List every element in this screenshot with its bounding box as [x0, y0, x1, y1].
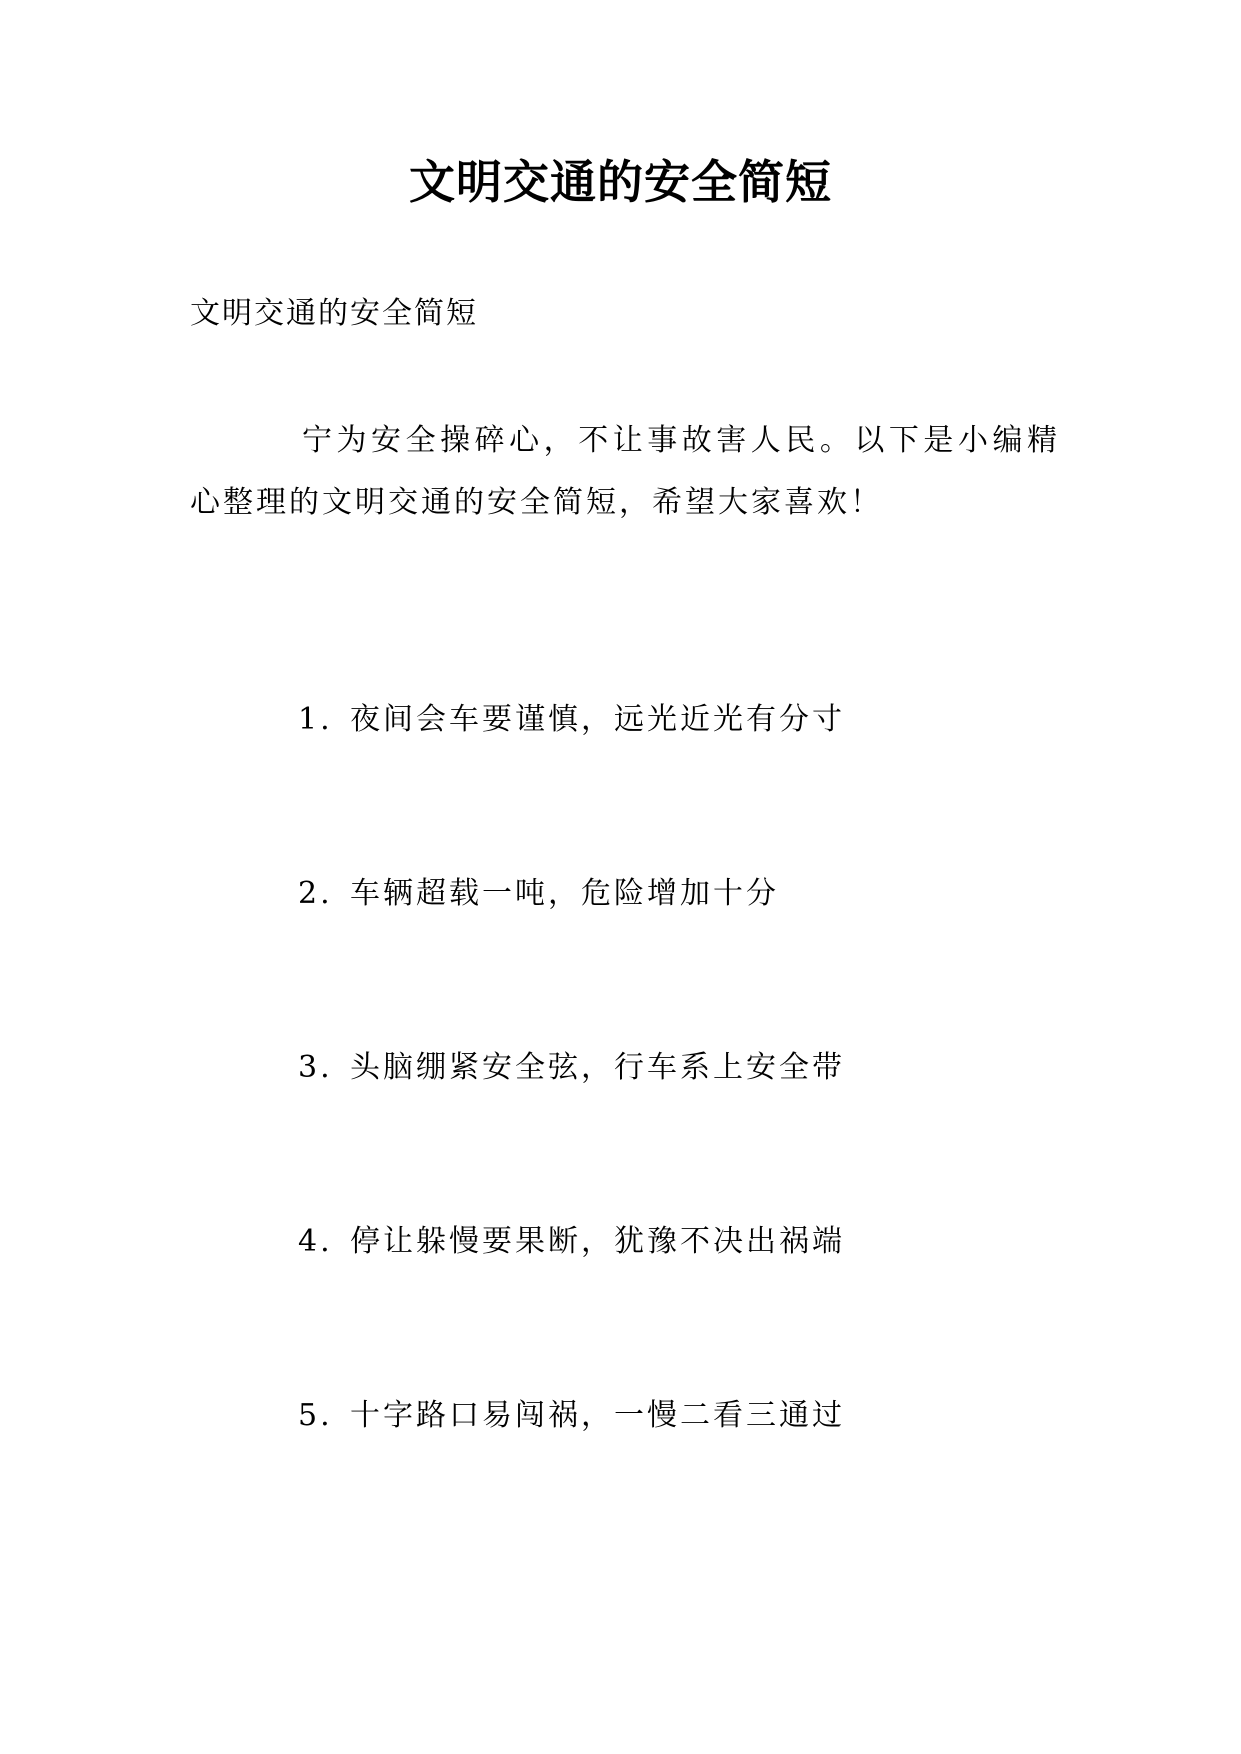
list-item-number: 4.	[298, 1224, 333, 1259]
list-item-number: 2.	[298, 876, 333, 911]
list-item-text: 头脑绷紧安全弦，行车系上安全带	[350, 1050, 845, 1085]
list-item	[298, 1046, 845, 1090]
list-item	[298, 698, 845, 742]
list-item-text: 停让躲慢要果断，犹豫不决出祸端	[350, 1224, 845, 1259]
list-item-text: 车辆超载一吨，危险增加十分	[350, 876, 779, 911]
document-title: 文明交通的安全简短	[409, 155, 832, 209]
list-item-text: 夜间会车要谨慎，远光近光有分寸	[350, 702, 845, 737]
list-item	[298, 1220, 845, 1264]
list-item-number: 1.	[298, 702, 333, 737]
intro-paragraph: 宁为安全操碎心，不让事故害人民。以下是小编精心整理的文明交通的安全简短，希望大家喜欢！	[190, 423, 1060, 520]
document-subtitle: 文明交通的安全简短	[190, 296, 478, 331]
list-item	[298, 872, 779, 916]
list-item-number: 5.	[298, 1398, 333, 1433]
list-item-text: 十字路口易闯祸，一慢二看三通过	[350, 1398, 845, 1433]
list-item	[298, 1394, 845, 1438]
list-item-number: 3.	[298, 1050, 333, 1085]
